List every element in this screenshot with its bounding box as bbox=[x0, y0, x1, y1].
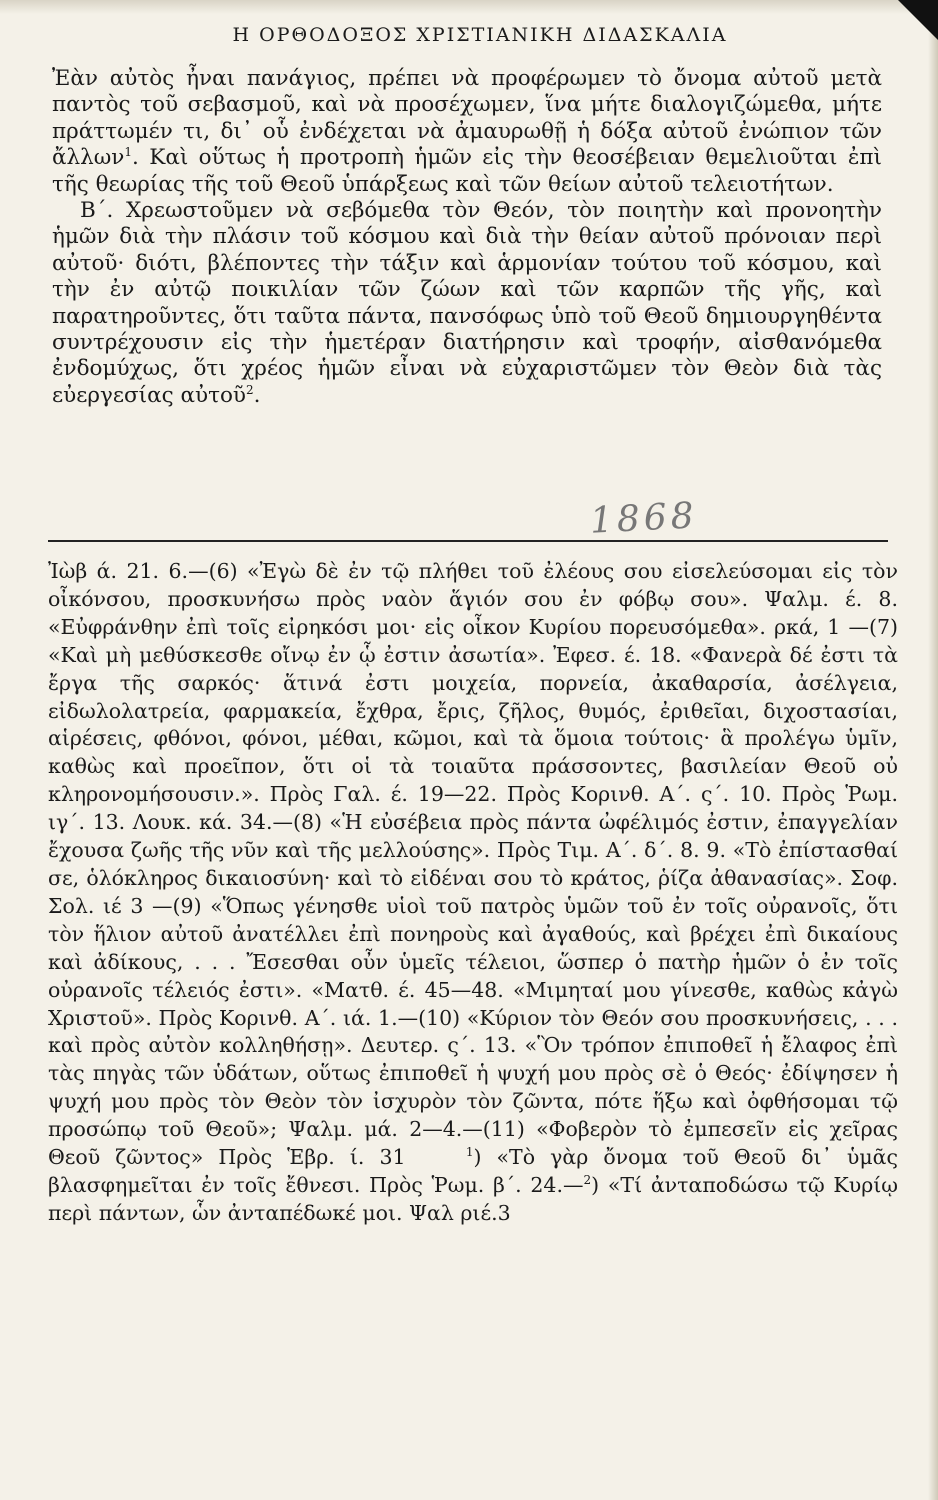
footnote-marker-1: 1 bbox=[465, 1145, 474, 1160]
paragraph-1-end: . Καὶ οὕτως ἡ προτροπὴ ἡμῶν εἰς τὴν θεοσέβειαν θεμελιοῦται ἐπὶ τῆς θεωρίας τῆς τοῦ Θεοῦ ὑπάρξεως καὶ τῶν θείων αὐτοῦ τελειοτήτων. bbox=[52, 145, 882, 197]
paragraph-2-text: Χρεωστοῦμεν νὰ σεβόμεθα τὸν Θεόν, τὸν ποιητὴν καὶ προνοητὴν ἡμῶν διὰ τὴν πλάσιν τοῦ κόσμου καὶ διὰ τὴν θείαν αὐτοῦ πρόνοιαν περὶ αὐτοῦ· διότι, βλέποντες τὴν τάξιν καὶ ἁρμονίαν τούτου τοῦ κόσμου, καὶ τὴν ἐν αὐτῷ ποικιλίαν τῶν ζώων καὶ τῶν καρπῶν τῆς γῆς, καὶ παρατηροῦντες, ὅτι ταῦτα πάντα, πανσόφως ὑπὸ τοῦ Θεοῦ δημιουργηθέντα συντρέχουσιν εἰς τὴν ἡμετέραν διατήρησιν καὶ τροφήν, αἰσθανόμεθα ἐνδομύχως, ὅτι χρέος ἡμῶν εἶναι νὰ εὐχαριστῶμεν τὸν Θεὸν διὰ τὰς εὐεργεσίας αὐτοῦ bbox=[52, 198, 882, 408]
paragraph-1 bbox=[52, 66, 882, 198]
section-number: Β΄. bbox=[80, 198, 114, 224]
footnote-2: ) «Τί ἀνταποδώσω τῷ Κυρίῳ περὶ πάντων, ὧν ἀνταπέδωκέ μοι. Ψαλ ριέ.3 bbox=[48, 1172, 899, 1225]
paragraph-2-end: . bbox=[253, 382, 261, 408]
handwritten-year: 1868 bbox=[589, 495, 699, 542]
paragraph-1-text: Ἐὰν αὐτὸς ἦναι πανάγιος, πρέπει νὰ προφέρωμεν τὸ ὄνομα αὐτοῦ μετὰ παντὸς τοῦ σεβασμοῦ, καὶ νὰ προσέχωμεν, ἵνα μήτε διαλογιζώμεθα, μήτε πράττωμέν τι, δι᾽ οὗ ἐνδέχεται νὰ ἀμαυρωθῇ ἡ δόξα αὐτοῦ ἐνώπιον τῶν ἄλλων bbox=[52, 66, 882, 171]
footnote-marker-2: 2 bbox=[583, 1173, 592, 1188]
torn-corner bbox=[898, 0, 938, 40]
page-edge-shadow-right bbox=[928, 0, 938, 1500]
footnote-references: Ἰὼβ ά. 21. 6.—(6) «Ἐγὼ δὲ ἐν τῷ πλήθει τοῦ ἐλέους σου εἰσελεύσομαι εἰς τὸν οἶκόνσου, προσκυνήσω πρὸς ναὸν ἅγιόν σου ἐν φόβῳ σου». Ψαλμ. έ. 8. «Εὐφράνθην ἐπὶ τοῖς εἰρηκόσι μοι· εἰς οἶκον Κυρίου πορευσόμεθα». ρκά, 1 —(7) «Καὶ μὴ μεθύσκεσθε οἴνῳ ἐν ᾧ ἐστιν ἀσωτία». Ἐφεσ. έ. 18. «Φανερὰ δέ ἐστι τὰ ἔργα τῆς σαρκός· ἅτινά ἐστι μοιχεία, πορνεία, ἀκαθαρσία, ἀσέλγεια, εἰδωλολατρεία, φαρμακεία, ἔχθρα, ἔρις, ζῆλος, θυμός, ἐριθεῖαι, διχοστασίαι, αἱρέσεις, φθόνοι, φόνοι, μέθαι, κῶμοι, καὶ τὰ ὅμοια τούτοις· ἃ προλέγω ὑμῖν, καθὼς καὶ προεῖπον, ὅτι οἱ τὰ τοιαῦτα πράσσοντες, βασιλείαν Θεοῦ οὐ κληρονομήσουσιν.». Πρὸς Γαλ. έ. 19—22. Πρὸς Κορινθ. Α΄. ς΄. 10. Πρὸς Ῥωμ. ιγ΄. 13. Λουκ. κά. 34.—(8) «Ἡ εὐσέβεια πρὸς πάντα ὠφέλιμός ἐστιν, ἐπαγγελίαν ἔχουσα ζωῆς τῆς νῦν καὶ τῆς μελλούσης». Πρὸς Τιμ. Α΄. δ΄. 8. 9. «Τὸ ἐπίστασθαί σε, ὁλόκληρος δικαιοσύνη· καὶ τὸ εἰδέναι σου τὸ κράτος, ῥίζα ἀθανασίας». Σοφ. Σολ. ιέ 3 —(9) «Ὅπως γένησθε υἱοὶ τοῦ πατρὸς ὑμῶν τοῦ ἐν τοῖς οὐρανοῖς, ὅτι τὸν ἥλιον αὐτοῦ ἀνατέλλει ἐπὶ πονηροὺς καὶ ἀγαθούς, καὶ βρέχει ἐπὶ δικαίους καὶ ἀδίκους, . . . Ἔσεσθαι οὖν ὑμεῖς τέλειοι, ὥσπερ ὁ πατὴρ ἡμῶν ὁ ἐν τοῖς οὐρανοῖς τέλειός ἐστι». «Ματθ. έ. 45—48. «Μιμηταί μου γίνεσθε, καθὼς κἀγὼ Χριστοῦ». Πρὸς Κορινθ. Α΄. ιά. 1.—(10) «Κύριον τὸν Θεόν σου προσκυνήσεις, . . . καὶ πρὸς αὐτὸν κολληθήσῃ». Δευτερ. ς΄. 13. «Ὃν τρόπον ἐπιποθεῖ ἡ ἔλαφος ἐπὶ τὰς πηγὰς τῶν ὑδάτων, οὕτως ἐπιποθεῖ ἡ ψυχή μου πρὸς σὲ ὁ Θεός· ἐδίψησεν ἡ ψυχή μου πρὸς τὸν Θεὸν τὸν ἰσχυρὸν τὸν ζῶντα, πότε ἥξω καὶ ὀφθήσομαι τῷ προσώπῳ τοῦ Θεοῦ»; Ψαλμ. μά. 2—4.—(11) «Φοβερὸν τὸ ἐμπεσεῖν εἰς χεῖρας Θεοῦ ζῶντος» Πρὸς Ἑβρ. ί. 31 bbox=[48, 559, 898, 1170]
footnote-divider bbox=[48, 540, 888, 542]
footnote-ref-2: 2 bbox=[245, 382, 254, 397]
paragraph-2 bbox=[52, 198, 882, 409]
page-header: Η ΟΡΘΟΔΟΞΟΣ ΧΡΙΣΤΙΑΝΙΚΗ ΔΙΔΑΣΚΑΛΙΑ bbox=[232, 24, 728, 46]
page-edge-shadow bbox=[0, 0, 938, 14]
main-text bbox=[52, 66, 882, 409]
footnote-1: ) «Τὸ γὰρ ὄνομα τοῦ Θεοῦ δι᾽ ὑμᾶς βλασφημεῖται ἐν τοῖς ἔθνεσι. Πρὸς Ῥωμ. β΄. 24.— bbox=[48, 1145, 898, 1197]
footnote-ref-1: 1 bbox=[124, 145, 133, 160]
footnote-block bbox=[48, 558, 898, 1228]
footnotes bbox=[48, 558, 898, 1228]
